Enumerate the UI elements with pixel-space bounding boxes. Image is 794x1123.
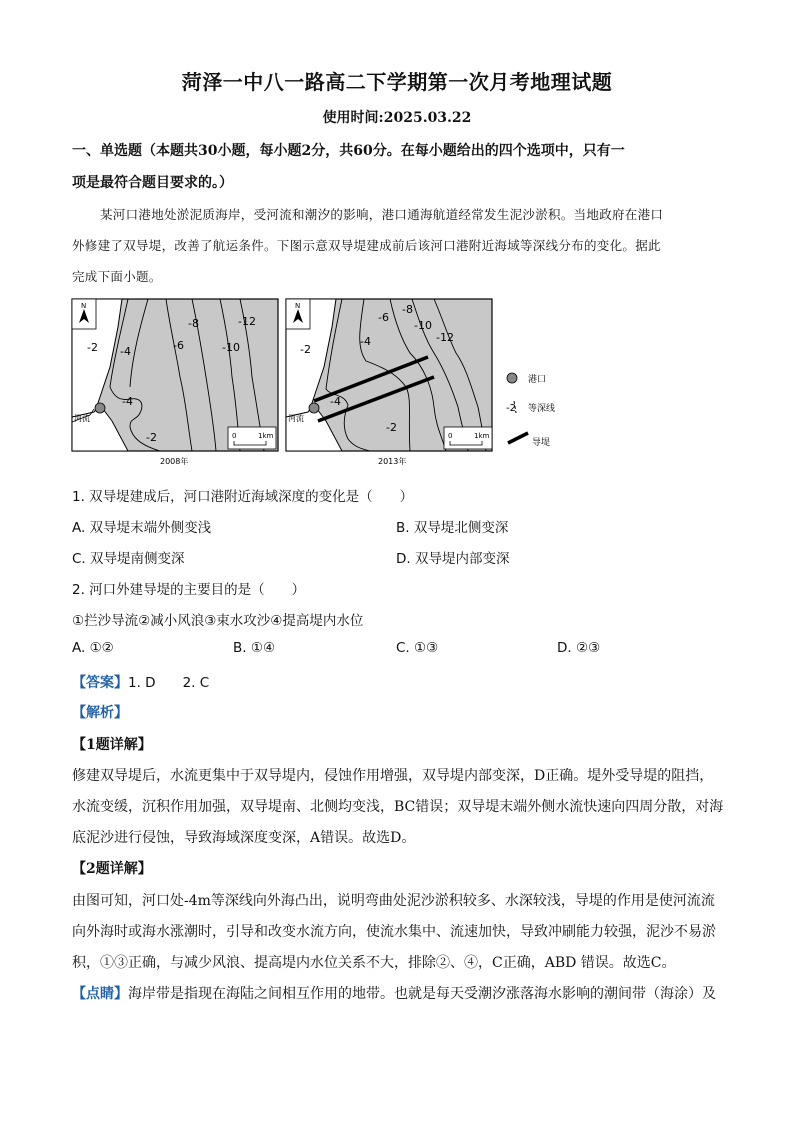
map2008-depth-label: -10 xyxy=(222,341,240,354)
north-label: N xyxy=(295,302,301,310)
q1-option-b: B. 双导堤北侧变深 xyxy=(396,520,509,536)
map2013-depth-label: -2 xyxy=(386,421,397,434)
scale-zero: 0 xyxy=(448,432,453,440)
map2008-depth-label: -6 xyxy=(173,339,184,352)
map2008-depth-label: -2 xyxy=(87,341,98,354)
detail-1-line1: 修建双导堤后，水流更集中于双导堤内，侵蚀作用增强，双导堤内部变深，D正确。堤外受导堤的阻挡， xyxy=(72,768,714,784)
map2013-caption: 2013年 xyxy=(378,457,407,466)
answer-text: 1. D 2. C xyxy=(128,675,210,691)
intro-line1: 某河口港地处淤泥质海岸，受河流和潮汐的影响，港口通海航道经常发生泥沙淤积。当地政府在港口 xyxy=(100,207,664,222)
legend-isobath-sample: -2 xyxy=(506,403,516,414)
north-label: N xyxy=(81,302,87,310)
page-title: 菏泽一中八一路高二下学期第一次月考地理试题 xyxy=(181,70,613,94)
legend-isobath-label: 等深线 xyxy=(528,404,556,414)
q2-option-b: B. ①④ xyxy=(233,640,276,656)
question-2-stem: 2. 河口外建导堤的主要目的是（ ） xyxy=(72,582,306,598)
scale-km: 1km xyxy=(258,432,274,440)
legend-port-label: 港口 xyxy=(528,375,547,385)
scale-zero: 0 xyxy=(232,432,237,440)
map2013-depth-label: -4 xyxy=(360,335,371,348)
scale-km: 1km xyxy=(474,432,490,440)
river-label: 河流 xyxy=(288,414,304,423)
map2008-depth-label: -8 xyxy=(188,317,199,330)
intro-line2: 外修建了双导堤，改善了航运条件。下图示意双导堤建成前后该河口港附近海域等深线分布的变化。据此 xyxy=(72,238,661,253)
map2013-depth-label: -8 xyxy=(402,303,413,316)
river-label: 河流 xyxy=(74,414,90,423)
q2-option-c: C. ①③ xyxy=(396,640,439,656)
answer-tag: 【答案】 xyxy=(72,675,128,691)
key-point-tag: 【点睛】 xyxy=(72,986,128,1002)
key-point-text: 海岸带是指现在海陆之间相互作用的地带。也就是每天受潮汐涨落海水影响的潮间带（海涂）及 xyxy=(128,986,716,1002)
figure-legend xyxy=(506,373,555,448)
q2-option-d: D. ②③ xyxy=(557,640,601,656)
answer-line xyxy=(72,671,724,692)
legend-jetty-label: 导堤 xyxy=(532,438,551,448)
map2013-depth-label: -6 xyxy=(378,311,389,324)
section-heading-line2: 项是最符合题目要求的。） xyxy=(72,175,233,191)
question-1-stem: 1. 双导堤建成后，河口港附近海域深度的变化是（ ） xyxy=(72,489,414,505)
intro-line3: 完成下面小题。 xyxy=(72,269,162,284)
q1-option-d: D. 双导堤内部变深 xyxy=(396,551,510,567)
map2013-depth-label: -10 xyxy=(414,319,432,332)
q1-option-c: C. 双导堤南侧变深 xyxy=(72,551,185,567)
detail-1-line2: 水流变缓，沉积作用加强，双导堤南、北侧均变浅，BC错误；双导堤末端外侧水流快速向四周分散，对海 xyxy=(72,799,724,815)
map2013-depth-label: -4 xyxy=(330,395,341,408)
map2008-depth-label: -4 xyxy=(122,395,133,408)
map2008-depth-label: -2 xyxy=(146,431,157,444)
exam-date: 使用时间:2025.03.22 xyxy=(322,110,472,126)
map2013-depth-label: -12 xyxy=(436,331,454,344)
detail-2-line3: 积，①③正确，与减少风浪、提高堤内水位关系不大，排除②、④，C正确，ABD 错误。故选C。 xyxy=(72,955,676,971)
q1-option-a: A. 双导堤末端外侧变浅 xyxy=(72,520,212,536)
section-heading-line1: 一、单选题（本题共30小题，每小题2分，共60分。在每小题给出的四个选项中，只有一 xyxy=(72,143,625,159)
detail-1-line3: 底泥沙进行侵蚀，导致海域深度变深，A错误。故选D。 xyxy=(72,830,416,846)
analysis-line xyxy=(72,702,724,722)
map2008-caption: 2008年 xyxy=(160,457,189,466)
detail-2-heading: 【2题详解】 xyxy=(72,861,152,877)
detail-2-line2: 向外海时或海水涨潮时，引导和改变水流方向，使流水集中、流速加快，导致冲刷能力较强，泥沙不易淤 xyxy=(72,924,716,940)
key-point-line xyxy=(72,983,724,1003)
map2008-depth-label: -4 xyxy=(120,345,131,358)
q2-option-a: A. ①② xyxy=(72,640,114,656)
detail-2-line1: 由图可知，河口处-4m等深线向外海凸出，说明弯曲处泥沙淤积较多、水深较浅，导堤的作用是使河流流 xyxy=(72,893,715,909)
map-2013 xyxy=(286,299,492,466)
question-2-choices: ①拦沙导流②减小风浪③束水攻沙④提高堤内水位 xyxy=(72,613,364,629)
detail-1-heading: 【1题详解】 xyxy=(72,737,152,753)
isobath-maps-figure xyxy=(70,297,590,469)
map-2008 xyxy=(72,299,278,466)
map2008-depth-label: -12 xyxy=(238,315,256,328)
analysis-tag: 【解析】 xyxy=(72,705,128,721)
map2013-depth-label: -2 xyxy=(300,343,311,356)
